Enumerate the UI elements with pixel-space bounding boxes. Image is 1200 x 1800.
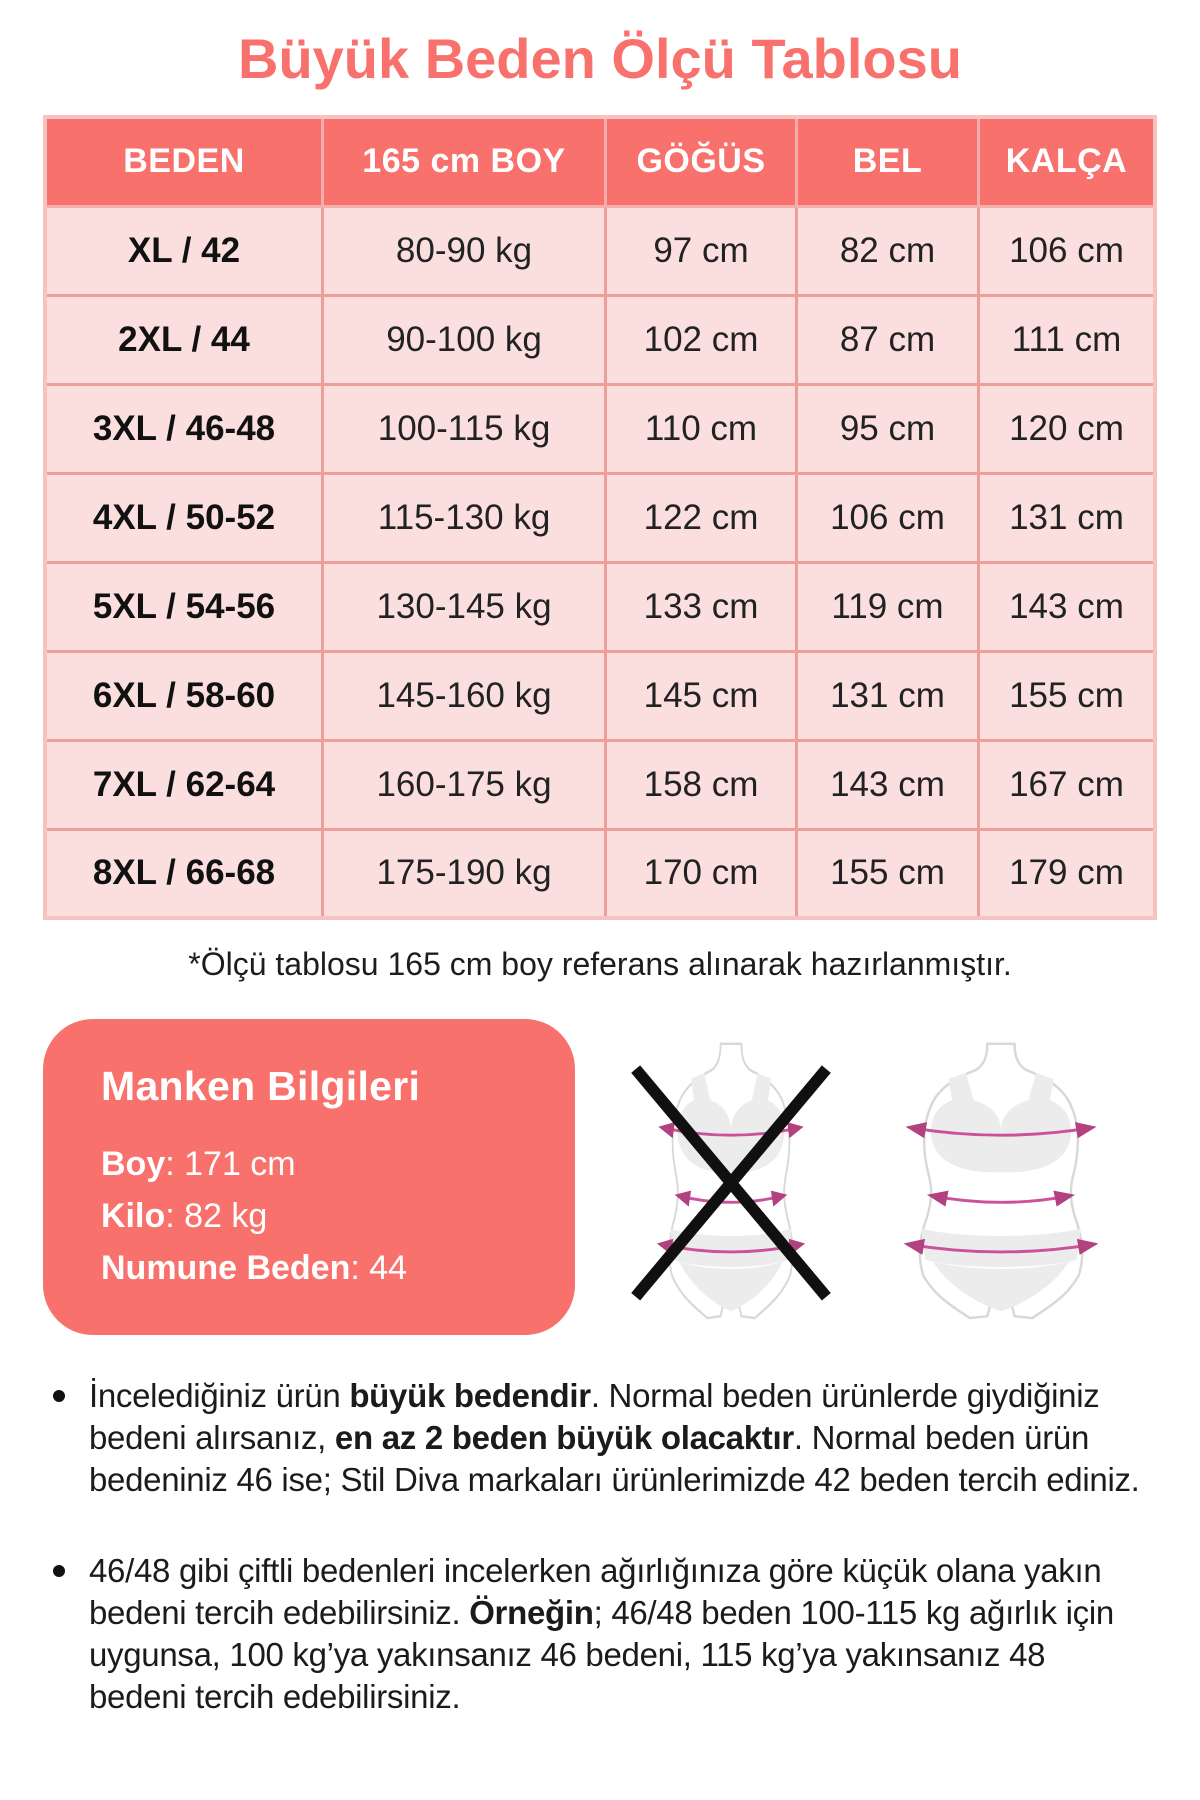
measurement-cell: 102 cm [606,295,797,384]
measurement-cell: 131 cm [978,473,1155,562]
page-title: Büyük Beden Ölçü Tablosu [238,27,962,90]
size-cell: XL / 42 [45,206,323,295]
table-row [45,562,1155,651]
size-cell: 5XL / 54-56 [45,562,323,651]
text-segment: Boy [101,1145,166,1183]
note-item-2 [43,1550,1151,1719]
text-segment: Numune Beden [101,1249,351,1288]
measurement-cell: 106 cm [796,473,978,562]
table-row [45,829,1155,918]
size-cell: 4XL / 50-52 [45,473,323,562]
size-cell: 8XL / 66-68 [45,829,323,918]
size-cell: 7XL / 62-64 [45,740,323,829]
model-info-box [43,1019,575,1335]
table-row [45,473,1155,562]
table-row [45,651,1155,740]
table-row [45,295,1155,384]
text-segment: en az 2 beden büyük olacaktır [334,1419,794,1457]
measurement-cell: 145 cm [606,651,797,740]
measurement-cell: 179 cm [978,829,1155,918]
column-header: BEL [796,117,978,206]
size-table [43,115,1157,920]
measurement-cell: 122 cm [606,473,797,562]
plus-size-body-icon [894,1037,1108,1321]
measurement-cell: 87 cm [796,295,978,384]
model-info-row [43,1019,1157,1335]
size-cell: 6XL / 58-60 [45,651,323,740]
column-header: 165 cm BOY [323,117,606,206]
measurement-cell: 97 cm [606,206,797,295]
table-row [45,384,1155,473]
measurement-cell: 131 cm [796,651,978,740]
figure-illustrations [575,1019,1157,1321]
measurement-cell: 120 cm [978,384,1155,473]
measurement-cell: 119 cm [796,562,978,651]
measurement-cell: 155 cm [796,829,978,918]
measurement-cell: 155 cm [978,651,1155,740]
column-header: GÖĞÜS [606,117,797,206]
size-table-body [45,206,1155,918]
measurement-cell: 82 cm [796,206,978,295]
measurement-cell: 110 cm [606,384,797,473]
header-row [45,117,1155,206]
text-segment: Kilo [101,1197,166,1236]
note-text [89,1377,1140,1498]
measurement-cell: 143 cm [796,740,978,829]
measurement-cell: 145-160 kg [323,651,606,740]
measurement-cell: 167 cm [978,740,1155,829]
bullet-icon [53,1565,65,1577]
measurement-cell: 175-190 kg [323,829,606,918]
model-weight-line [101,1190,535,1242]
measurement-cell: 111 cm [978,295,1155,384]
measurement-cell: 130-145 kg [323,562,606,651]
column-header: BEDEN [45,117,323,206]
measurement-cell: 80-90 kg [323,206,606,295]
text-segment: : 44 [350,1249,408,1288]
model-height-line [101,1138,535,1190]
measurement-cell: 115-130 kg [323,473,606,562]
table-row [45,206,1155,295]
size-cell: 3XL / 46-48 [45,384,323,473]
model-info-title: Manken Bilgileri [101,1063,421,1109]
text-segment: İncelediğiniz ürün [89,1377,350,1414]
text-segment: : 82 kg [165,1197,268,1236]
measurement-cell: 143 cm [978,562,1155,651]
measurement-cell: 100-115 kg [323,384,606,473]
model-sample-size-line [101,1242,535,1294]
column-header: KALÇA [978,117,1155,206]
measurement-cell: 106 cm [978,206,1155,295]
text-segment: büyük bedendir [349,1377,591,1414]
text-segment: 46/48 gibi çiftli bedenleri incelerken ağırlığınıza göre küçük olana yakın bedeni tercih edebilirsiniz. [89,1551,1102,1631]
size-notes-list [43,1375,1151,1719]
measurement-cell: 133 cm [606,562,797,651]
note-item-1 [43,1375,1151,1502]
text-segment: . Normal beden ürün bedeniniz 46 ise; Stil Diva markaları ürünlerimizde 42 beden tercih ediniz. [89,1419,1140,1499]
bullet-icon [53,1390,65,1402]
note-text [89,1552,1114,1716]
measurement-cell: 90-100 kg [323,295,606,384]
size-table-header [45,117,1155,206]
text-segment: Örneğin [469,1593,594,1631]
table-footnote: *Ölçü tablosu 165 cm boy referans alınarak hazırlanmıştır. [188,946,1012,982]
measurement-cell: 170 cm [606,829,797,918]
slim-body-crossed-icon [624,1037,838,1321]
text-segment: . Normal beden ürünlerde giydiğiniz bedeni alırsanız, [89,1377,1100,1457]
table-row [45,740,1155,829]
text-segment: : 171 cm [165,1145,296,1183]
measurement-cell: 160-175 kg [323,740,606,829]
text-segment: ; 46/48 beden 100-115 kg ağırlık için uygunsa, 100 kg’ya yakınsanız 46 bedeni, 115 kg’ya yakınsanız 48 bedeni tercih edebilirsiniz. [89,1593,1114,1716]
measurement-cell: 158 cm [606,740,797,829]
measurement-cell: 95 cm [796,384,978,473]
size-cell: 2XL / 44 [45,295,323,384]
